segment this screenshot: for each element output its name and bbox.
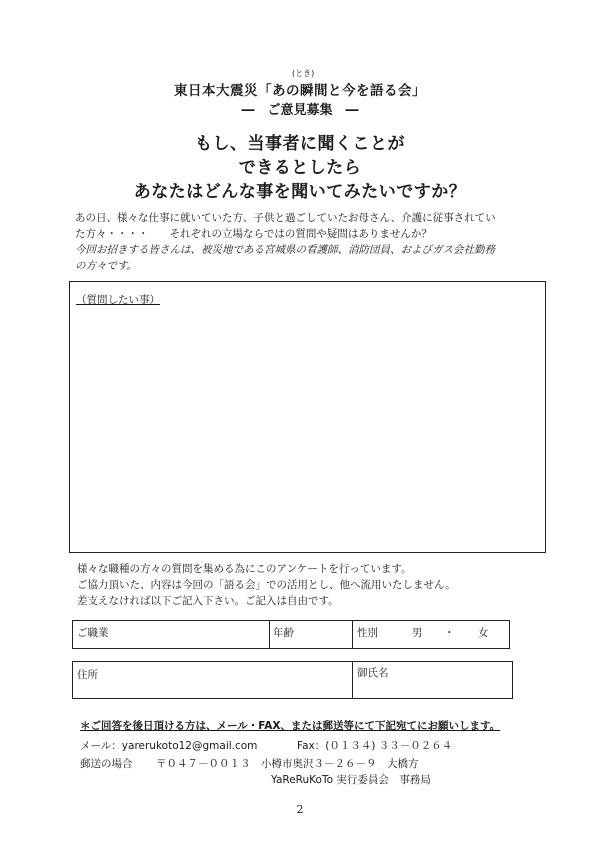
contact-fax: Fax：(０１３４) ３３－０２６４: [297, 740, 453, 752]
question-box-label: （質問したい事）: [76, 294, 160, 306]
note-line-2: ご協力頂いた、内容は今回の「語る会」での活用とし、他へ流用いたしません。: [77, 579, 456, 591]
intro-line-4: の方々です。: [75, 260, 138, 272]
form-row-address: [72, 661, 513, 699]
gender-label: 性別: [357, 627, 378, 639]
intro-line-3: 今回お招きする皆さんは、被災地である宮城県の看護師、消防団員、およびガス会社勤務: [75, 244, 495, 256]
intro-text: [75, 210, 545, 274]
note-line-1: 様々な職種の方々の質問を集める為にこのアンケートを行っています。: [77, 563, 412, 575]
event-subtitle: ― ご意見募集 ―: [241, 103, 359, 118]
mail-address: 〒０４７－００１３ 小樽市奥沢３－２６－９ 大橋方: [156, 758, 419, 770]
contact-notice: ＊ご回答を後日頂ける方は、メール・FAX、または郵送等にて下記宛てにお願いします。: [80, 720, 501, 732]
occupation-field[interactable]: ご職業: [77, 627, 109, 639]
note-line-3: 差支えなければ以下ご記入下さい。ご記入は自由です。: [77, 595, 339, 607]
main-question-line-1: もし、当事者に聞くことが: [195, 134, 405, 154]
organization-name: YaReRuKoTo 実行委員会 事務局: [271, 774, 431, 786]
survey-notes: [77, 561, 547, 609]
main-question-line-2: できるとしたら: [238, 158, 362, 178]
title-ruby: (とき): [292, 69, 315, 78]
gender-male-option[interactable]: 男: [412, 627, 423, 639]
intro-line-1: あの日、様々な仕事に就いていた方、子供と過ごしていたお母さん、介護に従事されてい: [75, 212, 496, 224]
intro-line-2: た方々・・・・ それぞれの立場ならではの質問や疑問はありませんか？: [75, 228, 432, 240]
mail-label: 郵送の場合: [80, 758, 133, 770]
name-field[interactable]: 御氏名: [357, 667, 389, 679]
main-question-line-3: あなたはどんな事を聞いてみたいですか？: [133, 182, 467, 202]
address-field[interactable]: 住所: [77, 669, 98, 681]
event-title: 東日本大震災「あの瞬間と今を語る会」: [174, 83, 426, 99]
contact-email[interactable]: メール：yarerukoto12@gmail.com: [80, 740, 258, 752]
page-number: 2: [296, 803, 304, 816]
age-field[interactable]: 年齢: [273, 627, 294, 639]
gender-separator: ・: [444, 627, 455, 639]
form-row-occupation: [72, 620, 510, 649]
gender-female-option[interactable]: 女: [478, 627, 489, 639]
question-input-box[interactable]: [69, 281, 546, 553]
